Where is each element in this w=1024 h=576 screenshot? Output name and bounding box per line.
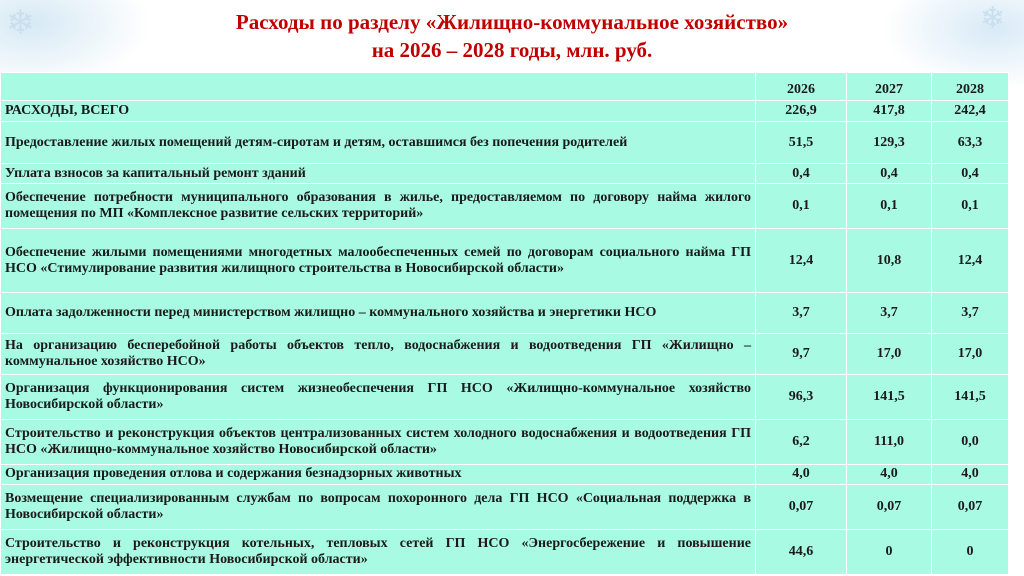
table-row (1, 374, 1009, 419)
row-value-2026: 0,07 (756, 484, 847, 529)
header-cell-year: 2028 (932, 73, 1009, 101)
table-row (1, 464, 1009, 484)
row-value-2027: 10,8 (847, 229, 932, 292)
table-row (1, 229, 1009, 292)
slide-title (0, 3, 1024, 64)
row-label: Строительство и реконструкция котельных, тепловых сетей ГП НСО «Энергосбережение и повышение энергетической эффективности Новосибирской области» (1, 529, 756, 574)
table-row (1, 292, 1009, 333)
header-cell-name (1, 73, 756, 101)
row-value-2028: 63,3 (932, 122, 1009, 164)
row-value-2028: 141,5 (932, 374, 1009, 419)
row-value-2027: 417,8 (847, 100, 932, 121)
table-row (1, 529, 1009, 574)
row-label: На организацию бесперебойной работы объектов тепло, водоснабжения и водоотведения ГП «Жилищно – коммунальное хозяйство НСО» (1, 333, 756, 374)
row-value-2026: 44,6 (756, 529, 847, 574)
row-value-2028: 3,7 (932, 292, 1009, 333)
title-line-2: на 2026 – 2028 годы, млн. руб. (371, 38, 653, 62)
table-row (1, 484, 1009, 529)
title-line-1: Расходы по разделу «Жилищно-коммунальное хозяйство» (235, 10, 789, 34)
row-value-2026: 3,7 (756, 292, 847, 333)
row-label: Оплата задолженности перед министерством жилищно – коммунального хозяйства и энергетики НСО (1, 292, 756, 333)
row-value-2027: 0,4 (847, 163, 932, 183)
table-header-row (1, 73, 1009, 101)
row-value-2028: 0,07 (932, 484, 1009, 529)
header-cell-year: 2026 (756, 73, 847, 101)
row-value-2028: 4,0 (932, 464, 1009, 484)
row-value-2026: 96,3 (756, 374, 847, 419)
row-label: Строительство и реконструкция объектов централизованных систем холодного водоснабжения и водоотведения ГП НСО «Жилищно-коммунальное хозяйство Новосибирской области» (1, 419, 756, 464)
table-row (1, 333, 1009, 374)
row-label: Обеспечение жилыми помещениями многодетных малообеспеченных семей по договорам социального найма ГП НСО «Стимулирование развития жилищного строительства в Новосибирской области» (1, 229, 756, 292)
row-value-2026: 6,2 (756, 419, 847, 464)
row-label: Организация функционирования систем жизнеобеспечения ГП НСО «Жилищно-коммунальное хозяйство Новосибирской области» (1, 374, 756, 419)
table-row (1, 184, 1009, 229)
row-label: Предоставление жилых помещений детям-сиротам и детям, оставшимся без попечения родителей (1, 122, 756, 164)
expenses-table (0, 72, 1009, 575)
row-value-2027: 0,1 (847, 184, 932, 229)
row-label: РАСХОДЫ, ВСЕГО (1, 100, 756, 121)
row-value-2026: 9,7 (756, 333, 847, 374)
row-value-2027: 0,07 (847, 484, 932, 529)
row-value-2027: 17,0 (847, 333, 932, 374)
row-value-2028: 0 (932, 529, 1009, 574)
row-value-2026: 226,9 (756, 100, 847, 121)
row-value-2026: 4,0 (756, 464, 847, 484)
row-value-2028: 0,0 (932, 419, 1009, 464)
row-value-2027: 0 (847, 529, 932, 574)
row-value-2027: 129,3 (847, 122, 932, 164)
row-value-2026: 12,4 (756, 229, 847, 292)
row-label: Уплата взносов за капитальный ремонт зданий (1, 163, 756, 183)
row-value-2026: 0,1 (756, 184, 847, 229)
row-value-2027: 3,7 (847, 292, 932, 333)
row-value-2028: 0,1 (932, 184, 1009, 229)
row-label: Организация проведения отлова и содержания безнадзорных животных (1, 464, 756, 484)
row-value-2028: 12,4 (932, 229, 1009, 292)
snowflake-icon: ❄ (980, 1, 1006, 36)
table-row (1, 100, 1009, 121)
row-value-2028: 17,0 (932, 333, 1009, 374)
row-label: Возмещение специализированным службам по вопросам похоронного дела ГП НСО «Социальная поддержка в Новосибирской области» (1, 484, 756, 529)
table-row (1, 122, 1009, 164)
row-value-2027: 4,0 (847, 464, 932, 484)
table-row (1, 419, 1009, 464)
table-row (1, 163, 1009, 183)
row-value-2028: 242,4 (932, 100, 1009, 121)
row-value-2027: 141,5 (847, 374, 932, 419)
row-label: Обеспечение потребности муниципального образования в жилье, предоставляемом по договору найма жилого помещения по МП «Комплексное развитие сельских территорий» (1, 184, 756, 229)
row-value-2027: 111,0 (847, 419, 932, 464)
header-cell-year: 2027 (847, 73, 932, 101)
snowflake-icon: ❄ (6, 3, 35, 43)
row-value-2026: 51,5 (756, 122, 847, 164)
row-value-2026: 0,4 (756, 163, 847, 183)
row-value-2028: 0,4 (932, 163, 1009, 183)
